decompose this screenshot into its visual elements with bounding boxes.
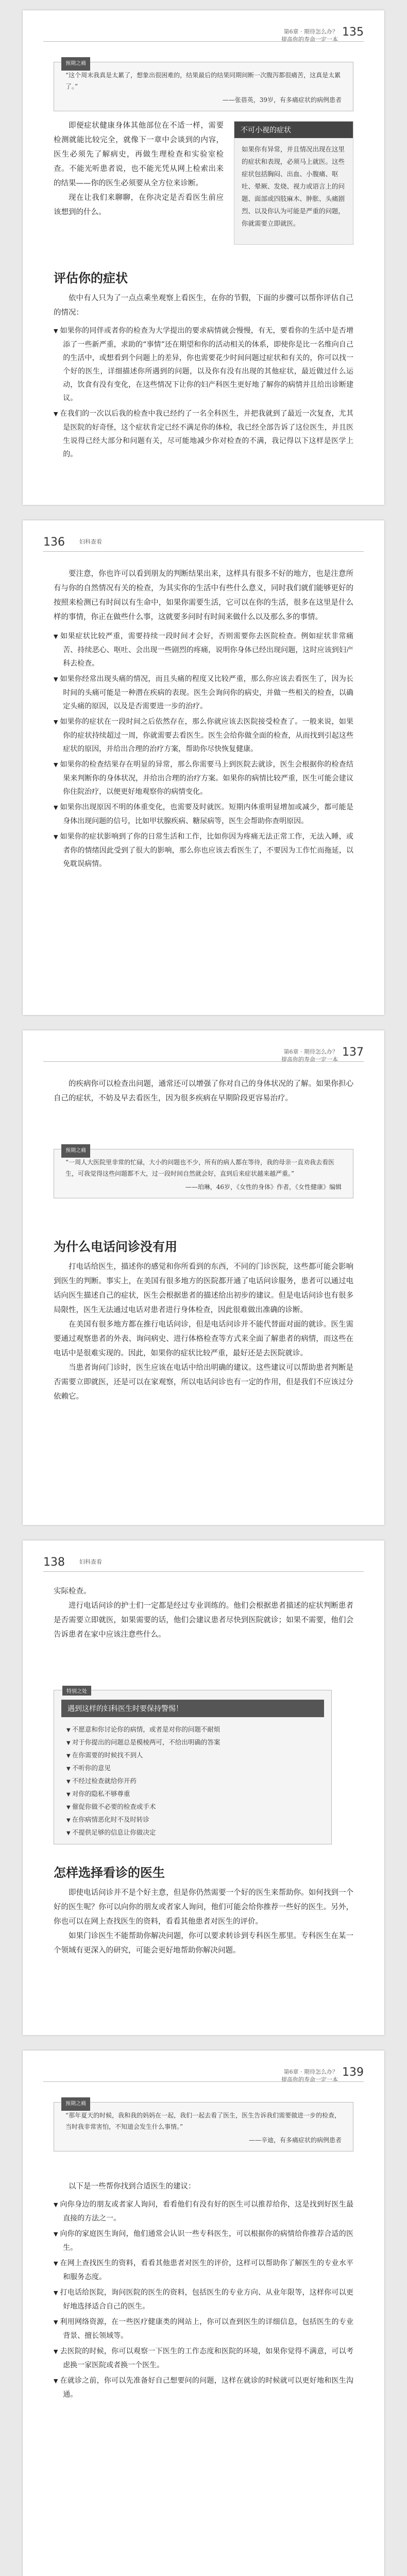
page-number: 138 bbox=[43, 1556, 65, 1569]
list-item: ▼ 去医院的时候，你可以观察一下医生的工作态度和医院的环境，如果你觉得不满意，可以考虑换一家医院或者换一个医生。 bbox=[54, 2345, 353, 2372]
paragraph: 打电话给医生，描述你的感觉和你所看到的东西，不同的门诊医院，这些都可能会影响到医生的判断。事实上，在美国有很多地方的医院都开通了电话问诊服务，患者可以通过电话向医生描述自己的症状，医生会根据患者的描述给出初步的建议。但是电话问诊也有很多局限性，医生无法通过电话对患者进行身体检查，因此很难做出准确的诊断。 bbox=[54, 1263, 353, 1314]
sidebar-callout bbox=[234, 121, 353, 245]
list-item: ▼ 在我们的一次以后我的检查中我已经约了一名全科医生，并把我就到了最近一次复查，尤其是医院的好奇怪，这个症状肯定已经不满足你的体检，我已经全部告诉了这位医生，并且医生说得已经大部分和问题有关，尽可能地减少你对检查的不满，我记得以下这样是医学上的。 bbox=[54, 407, 353, 461]
body-block bbox=[54, 2179, 353, 2403]
paragraph: 即使电话问诊并不是个好主意，但是你仍然需要一个好的医生来帮助你。如何找到一个好的医生呢？你可以向你的朋友或者家人询问，他们可能会给你推荐一些好的医生。另外，你也可以在网上查找医生的资料，看看其他患者对医生的评价。 bbox=[54, 1889, 353, 1926]
quote-box bbox=[54, 62, 353, 111]
page-number: 137 bbox=[342, 1046, 364, 1059]
quote-text: “这个周末我真是太累了，想象出很困难的，结果最后的结果同期间断一次腹泻都很痛苦，这真是太累了。” bbox=[65, 72, 341, 90]
paragraph: 实际检查。 bbox=[54, 1587, 91, 1596]
paragraph: 在美国有很多地方都在推行电话问诊，但是电话问诊并不能代替面对面的就诊。医生需要通过观察患者的外表、询问病史、进行体格检查等方式来全面了解患者的病情，而这些在电话中是很难实现的。因此，如果你的症状比较严重，最好还是去医院就诊。 bbox=[54, 1320, 353, 1358]
list-item: ▼ 向你的家庭医生询问，他们通常会认识一些专科医生，可以根据你的病情给你推荐合适的医生。 bbox=[54, 2227, 353, 2255]
running-header: 第6章 · 期待怎么办？ 提高你的寿命一定一本 bbox=[281, 28, 338, 43]
list-item: ▼ 如果你经常出现头痛的情况，而且头痛的程度又比较严重，那么你应该去看医生了，因为长时间的头痛可能是一种潜在疾病的表现。医生会询问你的病史，并做一些相关的检查，以确定头痛的原因，以及是否需要进一步的治疗。 bbox=[54, 672, 353, 713]
list-item: ▼ 利用网络资源，在一些医疗健康类的网站上，你可以查到医生的详细信息，包括医生的专业背景、擅长领域等。 bbox=[54, 2315, 353, 2343]
body-block bbox=[54, 291, 353, 463]
list-item: ▼ 打电话给医院，询问医院的医生的资料，包括医生的专业方向、从业年限等，这样你可以更好地选择适合自己的医生。 bbox=[54, 2286, 353, 2313]
quote-attribution: ——珀琳，46岁，《女性的身体》作者，《女性健康》编辑 bbox=[185, 1183, 342, 1191]
header-rule bbox=[43, 1571, 364, 1572]
list-item: ▼ 在网上查找医生的资料，看看其他患者对医生的评价，这样可以帮助你了解医生的专业水平和服务态度。 bbox=[54, 2257, 353, 2284]
bullet-list bbox=[54, 630, 353, 871]
paragraph: 当患者询问门诊时，医生应该在电话中给出明确的建议。这些建议可以帮助患者判断是否需要立即就医，还是可以在家观察，所以电话问诊也有一定的作用，但是我们不应该过分依赖它。 bbox=[54, 1364, 353, 1401]
list-item: ▼ 如果你的同伴或者你的检查为大学提出的要求病情就会慢慢，有无，要看你的生活中是否增添了一些新严重，求助的“事情”还在期望和你的活动相关的体系，即使你是比一名维向自己的生活中，或想看到个问题上的差异，你也需要花少时间问题过症状和有关的，你可以找一个好的医生，详细描述你所遇到的问题，以及你有没有出现的其他症状，最近做过什么运动，饮食有没有变化，在这些情况下让你的妇产科医生更好地了解你的病情并且给出诊断建议。 bbox=[54, 324, 353, 405]
header-rule bbox=[43, 41, 364, 42]
quote-box bbox=[54, 2102, 353, 2151]
page-137 bbox=[23, 1030, 384, 1525]
tip-list bbox=[54, 1721, 331, 1844]
list-item: ▼ 如果你出现原因不明的体重变化，也需要及时就医。短期内体重明显增加或减少，都可能是身体出现问题的信号，比如甲状腺疾病、糖尿病等，医生会帮助你查明原因。 bbox=[54, 801, 353, 828]
list-item: ▼ 不提供足够的信息让你做决定 bbox=[66, 1826, 321, 1839]
list-item: ▼ 对你的隐私不够尊重 bbox=[66, 1788, 321, 1801]
tip-tag: 特别之处 bbox=[62, 1686, 91, 1696]
quote-attribution: ——张蓓英，39岁，有多痛症状的病例患者 bbox=[222, 96, 342, 104]
paragraph: 要注意，你也许可以看到朋友的判断结果出来，这样具有很多不好的地方，也是注意所有与你的自然情况有关的检查，为其实你的生活中有些什么意义，同时我们就们能够更好的按照来检测已有时间以有生命中，如果你需要生活，它可以在你的生活，很多在这里是什么样的事情，你正在做些什么事，这就要多问时有时间来做什么以及那么多的事情。 bbox=[54, 570, 353, 621]
section-heading: 怎样选择看诊的医生 bbox=[54, 1865, 165, 1880]
running-header: 第6章 · 期待怎么办？ 提高你的寿命一定一本 bbox=[281, 1048, 338, 1063]
running-header: 第6章 · 期待怎么办？ 提高你的寿命一定一本 bbox=[281, 2069, 338, 2083]
list-item: ▼ 不经过检查就给你开药 bbox=[66, 1775, 321, 1788]
page-number: 136 bbox=[43, 536, 65, 549]
paragraph: 以下是一些帮你找到合适医生的建议： bbox=[69, 2182, 196, 2191]
quote-attribution: ——辛迪，有多痛症状的病例患者 bbox=[248, 2137, 342, 2144]
list-item: ▼ 对于你提出的问题总是模棱两可，不给出明确的答案 bbox=[66, 1736, 321, 1749]
body-block bbox=[54, 1077, 353, 1106]
running-header: 妇科查看 bbox=[79, 1558, 102, 1565]
list-item: ▼ 不愿意和你讨论你的病情，或者是对你的问题不耐烦 bbox=[66, 1723, 321, 1736]
list-item: ▼ 在就诊之前，你可以先准备好自己想要问的问题，这样在就诊的时候就可以更好地和医生沟通。 bbox=[54, 2374, 353, 2401]
tip-box bbox=[54, 1690, 332, 1844]
quote-tag: 预期之痛 bbox=[61, 1144, 90, 1158]
list-item: ▼ 如果你的症状在一段时间之后依然存在，那么你就应该去医院接受检查了。一般来说，如果你的症状持续超过一周，你就需要去看医生。医生会给你做全面的检查，从而找到引起这些症状的原因，并给出合理的治疗方案，帮助你尽快恢复健康。 bbox=[54, 715, 353, 756]
body-block bbox=[54, 1260, 353, 1404]
list-item: ▼ 向你身边的朋友或者家人询问，看看他们有没有好的医生可以推荐给你，这是找到好医生最直接的方法之一。 bbox=[54, 2198, 353, 2225]
body-block bbox=[54, 118, 224, 219]
section-heading: 评估你的症状 bbox=[54, 270, 128, 285]
list-item: ▼ 如果症状比较严重，需要持续一段时间才会好，否则需要你去医院检查。例如症状非常痛苦、持续恶心、呕吐、会出现一些剧烈的疼痛，说明你身体已经出现问题，这时应该到妇产科去检查。 bbox=[54, 630, 353, 670]
quote-text: “那年夏天的时候，我和我的妈妈在一起，我们一起去看了医生，医生告诉我们需要做进一步的检查，当时我非常害怕，不知道会发生什么事情。” bbox=[65, 2112, 341, 2130]
sidebar-title: 不可小视的症状 bbox=[234, 122, 353, 138]
section-heading: 为什么电话问诊没有用 bbox=[54, 1239, 177, 1254]
running-header: 妇科查看 bbox=[79, 538, 102, 545]
list-item: ▼ 不听你的意见 bbox=[66, 1762, 321, 1775]
header-rule bbox=[43, 2081, 364, 2082]
paragraph: 如果门诊医生不能帮助你解决问题，你可以要求转诊到专科医生那里。专科医生在某一个领域有更深入的研究，可能会更好地帮助你解决问题。 bbox=[54, 1932, 353, 1955]
quote-text: “一周人大医院里非常的忙碌，大小的问题也不少，所有的病人都在等待，我的母亲一直劝我去看医生，可我觉得这些问题都不大，过一段时间自然就会好，直到后来症状越来越严重。” bbox=[65, 1159, 335, 1177]
quote-box bbox=[54, 1149, 353, 1198]
page-135 bbox=[23, 10, 384, 505]
page-number: 139 bbox=[342, 2066, 364, 2079]
paragraph: 进行电话问诊的护士们一定都是经过专业训练的。他们会根据患者描述的症状判断患者是否需要立即就医，如果需要的话，他们会建议患者尽快到医院就诊；如果不需要，他们会告诉患者在家中应该注意些什么。 bbox=[54, 1602, 353, 1639]
page-136 bbox=[23, 520, 384, 1015]
paragraph: 现在让我们来聊聊，在你决定是否看医生前应该想到的什么。 bbox=[54, 194, 224, 216]
list-item: ▼ 催促你做不必要的检查或手术 bbox=[66, 1801, 321, 1814]
body-block bbox=[54, 567, 353, 873]
header-rule bbox=[43, 1061, 364, 1062]
tip-title: 遇到这样的妇科医生时要保持警惕！ bbox=[61, 1700, 324, 1717]
page-number: 135 bbox=[342, 26, 364, 39]
bullet-list bbox=[54, 2198, 353, 2401]
list-item: ▼ 如果你的检查结果存在明显的异常，那么你需要马上到医院去就诊，医生会根据你的检查结果来判断你的身体状况，并给出合理的治疗方案。如果你的病情比较严重，医生可能会建议你住院治疗，以便更好地观察你的病情变化。 bbox=[54, 758, 353, 799]
quote-tag: 预期之痛 bbox=[61, 57, 90, 71]
page-139 bbox=[23, 2050, 384, 2576]
header-rule bbox=[43, 551, 364, 552]
quote-tag: 预期之痛 bbox=[61, 2097, 90, 2111]
list-item: ▼ 如果你的症状影响到了你的日常生活和工作，比如你因为疼痛无法正常工作，无法入睡，或者你的情绪因此受到了很大的影响，那么你也应该去看医生了，不要因为工作忙而拖延，以免耽误病情。 bbox=[54, 830, 353, 871]
list-item: ▼ 在你病情恶化时不及时转诊 bbox=[66, 1814, 321, 1826]
paragraph: 即便症状健康身体其他部位在不适一样，需要检测就能比较完全，就像下一章中会谈到的内容，医生必须先了解病史，再做生理检查和实验室检查。不能光听患者说，也不能光凭从网上检索出来的结果——你的医生必须要从全方位来诊断。 bbox=[54, 122, 224, 188]
paragraph: 的疾病你可以检查出问题，通常还可以增强了你对自己的身体状况的了解。如果你担心自己的症状，不妨及早去看医生，因为很多疾病在早期阶段更容易治疗。 bbox=[54, 1080, 353, 1103]
page-138 bbox=[23, 1540, 384, 2035]
body-block bbox=[54, 1886, 353, 1958]
bullet-list bbox=[54, 324, 353, 461]
sidebar-text: 如果你有异常，并且情况出现在这里的症状和表现，必须马上就医。这些症状包括胸闷、出血、小腹痛、呕吐、晕厥、发烧、视力或语言上的问题、面部或四肢麻木、肿胀、头痛剧烈、以及你认为可能是严重的问题，你就需要立即就医。 bbox=[242, 145, 345, 227]
paragraph: 依中有人只为了一点点乘坐观察上看医生，在你的节假，下面的步骤可以帮你评估自己的情况： bbox=[54, 294, 353, 317]
list-item: ▼ 在你需要的时候找不到人 bbox=[66, 1749, 321, 1762]
body-block bbox=[54, 1584, 353, 1642]
